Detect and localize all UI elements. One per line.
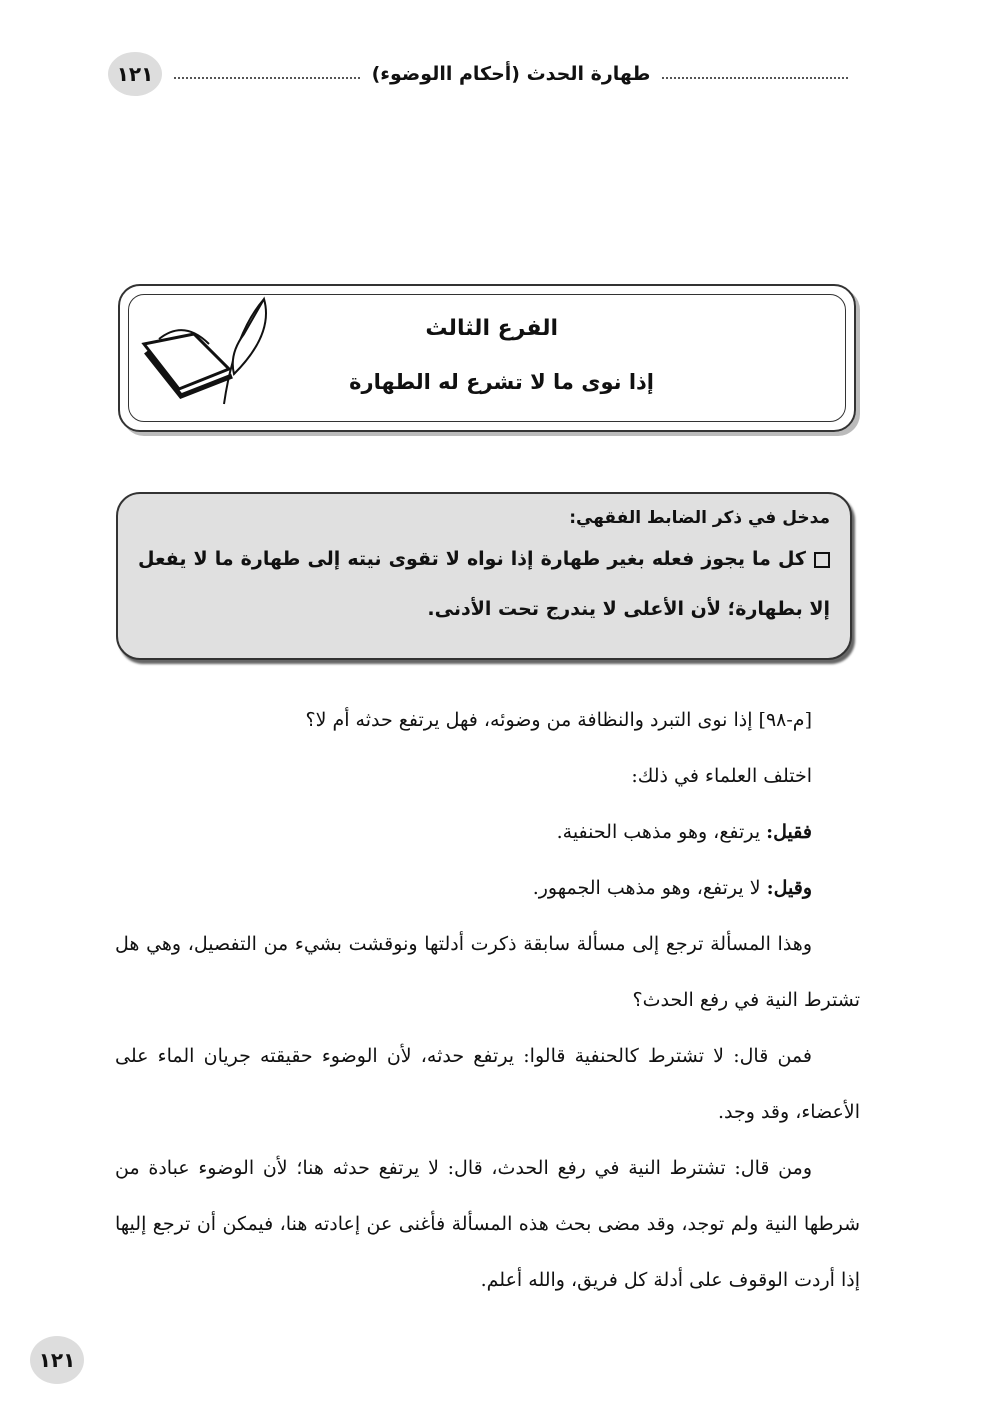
- rule-box-text-wrap: [138, 534, 830, 634]
- header-title-line: [174, 52, 848, 96]
- rule-box-text: كل ما يجوز فعله بغير طهارة إذا نواه لا تقوى نيته إلى طهارة ما لا يفعل إلا بطهارة؛ لأن الأعلى لا يندرج تحت الأدنى.: [138, 548, 830, 620]
- paragraph: ومن قال: تشترط النية في رفع الحدث، قال: لا يرتفع حدثه هنا؛ لأن الوضوء عبادة من شرطها النية ولم توجد، وقد مضى بحث هذه المسألة فأغنى عن إعادته هنا، فيمكن أن ترجع إليها إذا أردت الوقوف على أدلة كل فريق، والله أعلم.: [115, 1157, 860, 1291]
- square-bullet-icon: [814, 552, 830, 568]
- paragraph: فمن قال: لا تشترط كالحنفية قالوا: يرتفع حدثه، لأن الوضوء حقيقته جريان الماء على الأعضاء، وقد وجد.: [115, 1045, 860, 1123]
- footer-page-number: ١٢١: [30, 1336, 84, 1384]
- fiqh-rule-box: [116, 492, 852, 660]
- dotted-leader: [662, 77, 848, 79]
- header-page-number: ١٢١: [108, 52, 162, 96]
- paragraph-lead: فقيل:: [766, 821, 812, 843]
- rule-box-title: مدخل في ذكر الضابط الفقهي:: [569, 508, 830, 528]
- paragraph-text: يرتفع، وهو مذهب الحنفية.: [556, 821, 767, 843]
- paragraph-lead: وقيل:: [766, 877, 812, 899]
- paragraph: [115, 804, 860, 860]
- paragraph: اختلف العلماء في ذلك:: [631, 765, 812, 787]
- running-header: [108, 52, 848, 96]
- section-subtitle: إذا نوى ما لا تشرع له الطهارة: [349, 370, 654, 394]
- paragraph: وهذا المسألة ترجع إلى مسألة سابقة ذكرت أدلتها ونوقشت بشيء من التفصيل، وهي هل تشترط النية في رفع الحدث؟: [115, 933, 860, 1011]
- section-title: الفرع الثالث: [425, 316, 558, 341]
- section-heading-frame: [118, 284, 856, 432]
- body-text: [115, 692, 860, 1308]
- dotted-leader: [174, 77, 360, 79]
- paragraph: [م-٩٨] إذا نوى التبرد والنظافة من وضوئه، فهل يرتفع حدثه أم لا؟: [305, 709, 812, 731]
- paragraph-text: لا يرتفع، وهو مذهب الجمهور.: [532, 877, 767, 899]
- book-quill-icon: [134, 294, 274, 414]
- header-title: طهارة الحدث (أحكام االوضوء): [371, 63, 651, 85]
- paragraph: [115, 860, 860, 916]
